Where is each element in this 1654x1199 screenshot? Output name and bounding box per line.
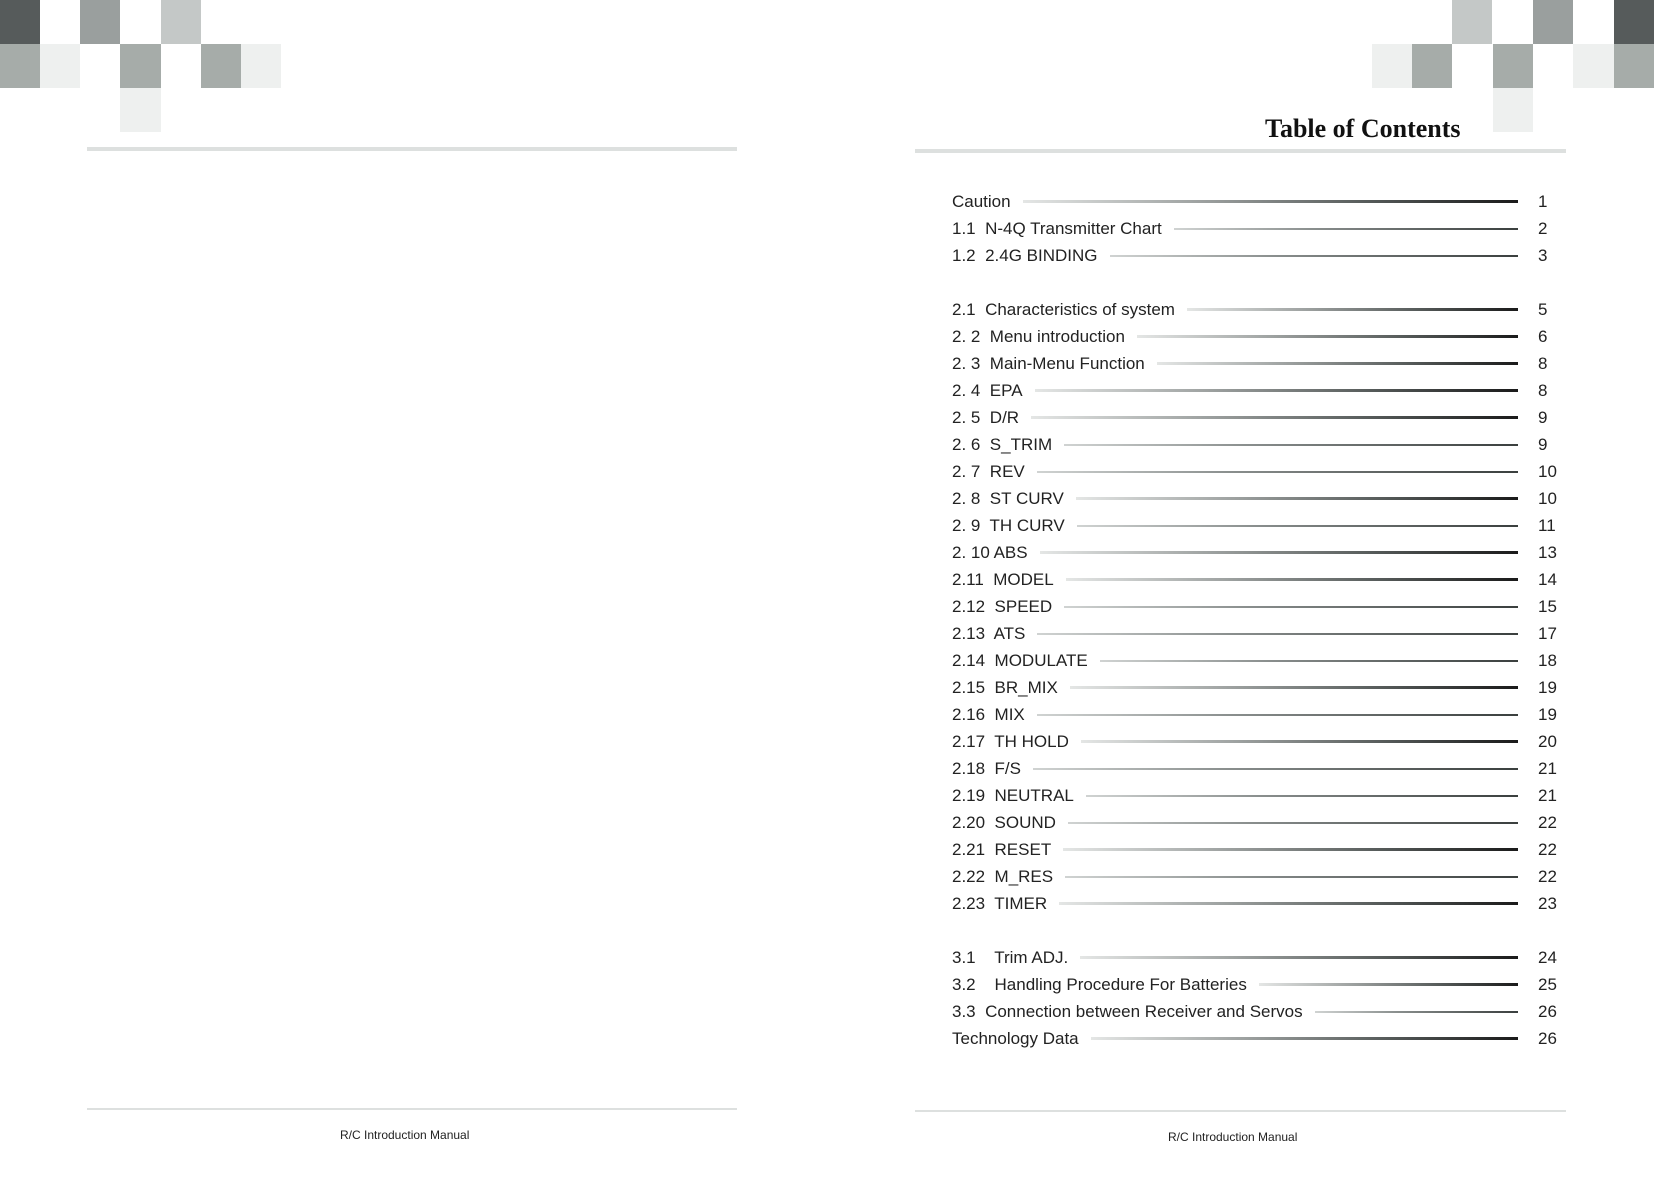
toc-page-number: 5: [1538, 299, 1548, 319]
toc-label: 1.1 N-4Q Transmitter Chart: [952, 218, 1162, 238]
toc-entry[interactable]: [952, 728, 1572, 755]
toc-page-number: 21: [1538, 785, 1557, 805]
toc-label: Caution: [952, 191, 1011, 211]
toc-entry[interactable]: [952, 512, 1572, 539]
decor-square: [161, 0, 201, 44]
decor-square: [80, 0, 120, 44]
toc-label: 2.14 MODULATE: [952, 650, 1088, 670]
toc-page-number: 15: [1538, 596, 1557, 616]
decor-square: [1493, 88, 1533, 132]
toc-leader: [1066, 578, 1518, 581]
toc-entry[interactable]: [952, 431, 1572, 458]
toc-label: 2.21 RESET: [952, 839, 1052, 859]
toc-page-number: 26: [1538, 1001, 1557, 1021]
left-footer: R/C Introduction Manual: [340, 1128, 470, 1142]
toc-leader: [1031, 416, 1518, 419]
toc-page-number: 9: [1538, 407, 1548, 427]
toc-leader: [1091, 1037, 1518, 1040]
toc-entry[interactable]: [952, 485, 1572, 512]
toc-leader: [1064, 606, 1518, 608]
toc-entry[interactable]: [952, 674, 1572, 701]
toc-label: 3.1 Trim ADJ.: [952, 947, 1069, 967]
toc-entry[interactable]: [952, 944, 1572, 971]
toc-label: 2. 4 EPA: [952, 380, 1023, 400]
toc-label: 2.18 F/S: [952, 758, 1021, 778]
decor-square: [120, 44, 161, 88]
decor-square: [1573, 44, 1614, 88]
toc-label: 2.22 M_RES: [952, 866, 1054, 886]
toc-page-number: 10: [1538, 461, 1557, 481]
toc-page-number: 14: [1538, 569, 1557, 589]
toc-entry[interactable]: [952, 809, 1572, 836]
decor-square: [1412, 44, 1452, 88]
toc-label: 2.23 TIMER: [952, 893, 1048, 913]
toc-page-number: 20: [1538, 731, 1557, 751]
toc-page-number: 22: [1538, 812, 1557, 832]
toc-leader: [1059, 902, 1518, 905]
toc-entry[interactable]: [952, 998, 1572, 1025]
toc-label: 2.17 TH HOLD: [952, 731, 1069, 751]
toc-entry[interactable]: [952, 539, 1572, 566]
toc-page-number: 17: [1538, 623, 1557, 643]
toc-leader: [1100, 660, 1518, 662]
toc-page-number: 11: [1538, 515, 1556, 535]
toc-label: 2. 9 TH CURV: [952, 515, 1065, 535]
toc-entry[interactable]: [952, 566, 1572, 593]
toc-entry[interactable]: [952, 836, 1572, 863]
toc-label: 2.19 NEUTRAL: [952, 785, 1074, 805]
toc-entry[interactable]: [952, 296, 1572, 323]
decor-square: [120, 88, 161, 132]
toc-leader: [1037, 471, 1518, 473]
decor-square: [1452, 0, 1492, 44]
toc-label: 3.3 Connection between Receiver and Servos: [952, 1001, 1303, 1021]
right-footer: R/C Introduction Manual: [1168, 1130, 1298, 1144]
toc-leader: [1174, 228, 1518, 230]
toc-page-number: 22: [1538, 839, 1557, 859]
toc-entry[interactable]: [952, 890, 1572, 917]
toc-entry[interactable]: [952, 215, 1572, 242]
toc-page-number: 19: [1538, 704, 1557, 724]
toc-entry[interactable]: [952, 647, 1572, 674]
toc-label: 2.15 BR_MIX: [952, 677, 1058, 697]
toc-page-number: 2: [1538, 218, 1548, 238]
toc-label: 2. 8 ST CURV: [952, 488, 1064, 508]
toc-entry[interactable]: [952, 350, 1572, 377]
toc-entry[interactable]: [952, 593, 1572, 620]
toc-label: 2. 10 ABS: [952, 542, 1028, 562]
decor-square: [1493, 44, 1533, 88]
toc-label: 2.16 MIX: [952, 704, 1025, 724]
left-header-rule: [87, 147, 737, 151]
toc-entry[interactable]: [952, 755, 1572, 782]
toc-entry[interactable]: [952, 701, 1572, 728]
toc-leader: [1086, 795, 1518, 797]
toc-page-number: 13: [1538, 542, 1557, 562]
toc-page-number: 21: [1538, 758, 1557, 778]
toc-leader: [1035, 389, 1518, 392]
toc-label: 2.12 SPEED: [952, 596, 1053, 616]
toc-leader: [1065, 876, 1518, 878]
toc-entry[interactable]: [952, 863, 1572, 890]
toc-leader: [1040, 551, 1518, 554]
toc-leader: [1077, 525, 1518, 527]
toc-page-number: 1: [1538, 191, 1548, 211]
toc-label: 2. 3 Main-Menu Function: [952, 353, 1145, 373]
decor-square: [201, 44, 241, 88]
page-title: Table of Contents: [1265, 114, 1461, 143]
toc-leader: [1063, 848, 1518, 851]
decor-square: [241, 44, 281, 88]
toc-page-number: 10: [1538, 488, 1557, 508]
toc-entry[interactable]: [952, 458, 1572, 485]
toc-page-number: 19: [1538, 677, 1557, 697]
toc-leader: [1023, 200, 1518, 203]
toc-page-number: 24: [1538, 947, 1557, 967]
toc-entry[interactable]: [952, 188, 1572, 215]
left-footer-rule: [87, 1108, 737, 1110]
toc-leader: [1259, 983, 1518, 986]
toc-leader: [1315, 1011, 1518, 1013]
decor-square: [1614, 0, 1654, 44]
toc-leader: [1068, 822, 1518, 824]
toc-leader: [1070, 686, 1518, 689]
toc-label: 3.2 Handling Procedure For Batteries: [952, 974, 1247, 994]
right-footer-rule: [915, 1110, 1566, 1112]
toc-page-number: 8: [1538, 380, 1548, 400]
toc-entry[interactable]: [952, 971, 1572, 998]
toc-entry[interactable]: [952, 323, 1572, 350]
right-header-rule: [915, 149, 1566, 153]
toc-label: Technology Data: [952, 1028, 1079, 1048]
toc-page-number: 26: [1538, 1028, 1557, 1048]
toc-leader: [1187, 308, 1518, 311]
toc-page-number: 8: [1538, 353, 1548, 373]
toc-leader: [1037, 714, 1518, 716]
toc-label: 2.13 ATS: [952, 623, 1026, 643]
toc-leader: [1037, 633, 1518, 635]
toc-page-number: 3: [1538, 245, 1548, 265]
toc-page-number: 18: [1538, 650, 1557, 670]
toc-leader: [1080, 956, 1518, 959]
toc-label: 2.11 MODEL: [952, 569, 1054, 589]
toc-entry[interactable]: [952, 404, 1572, 431]
toc-leader: [1064, 444, 1518, 446]
decor-square: [0, 44, 40, 88]
toc-page-number: 6: [1538, 326, 1548, 346]
toc-entry[interactable]: [952, 782, 1572, 809]
toc-leader: [1157, 362, 1518, 365]
toc-page-number: 23: [1538, 893, 1557, 913]
toc-entry[interactable]: [952, 1025, 1572, 1052]
toc-label: 2.20 SOUND: [952, 812, 1056, 832]
toc-label: 1.2 2.4G BINDING: [952, 245, 1098, 265]
toc-leader: [1110, 255, 1519, 257]
toc-label: 2.1 Characteristics of system: [952, 299, 1175, 319]
toc-label: 2. 2 Menu introduction: [952, 326, 1125, 346]
toc-entry[interactable]: [952, 242, 1572, 269]
toc-leader: [1033, 768, 1518, 770]
toc-entry[interactable]: [952, 377, 1572, 404]
decor-square: [0, 0, 40, 44]
decor-square: [1372, 44, 1412, 88]
toc-leader: [1076, 497, 1518, 500]
toc-entry[interactable]: [952, 620, 1572, 647]
toc-leader: [1137, 335, 1518, 338]
toc-page-number: 22: [1538, 866, 1557, 886]
toc-label: 2. 6 S_TRIM: [952, 434, 1053, 454]
decor-square: [40, 44, 80, 88]
toc-label: 2. 5 D/R: [952, 407, 1020, 427]
toc-page-number: 25: [1538, 974, 1557, 994]
toc-leader: [1081, 740, 1518, 743]
toc-label: 2. 7 REV: [952, 461, 1025, 481]
decor-square: [1614, 44, 1654, 88]
toc-page-number: 9: [1538, 434, 1548, 454]
decor-square: [1533, 0, 1573, 44]
